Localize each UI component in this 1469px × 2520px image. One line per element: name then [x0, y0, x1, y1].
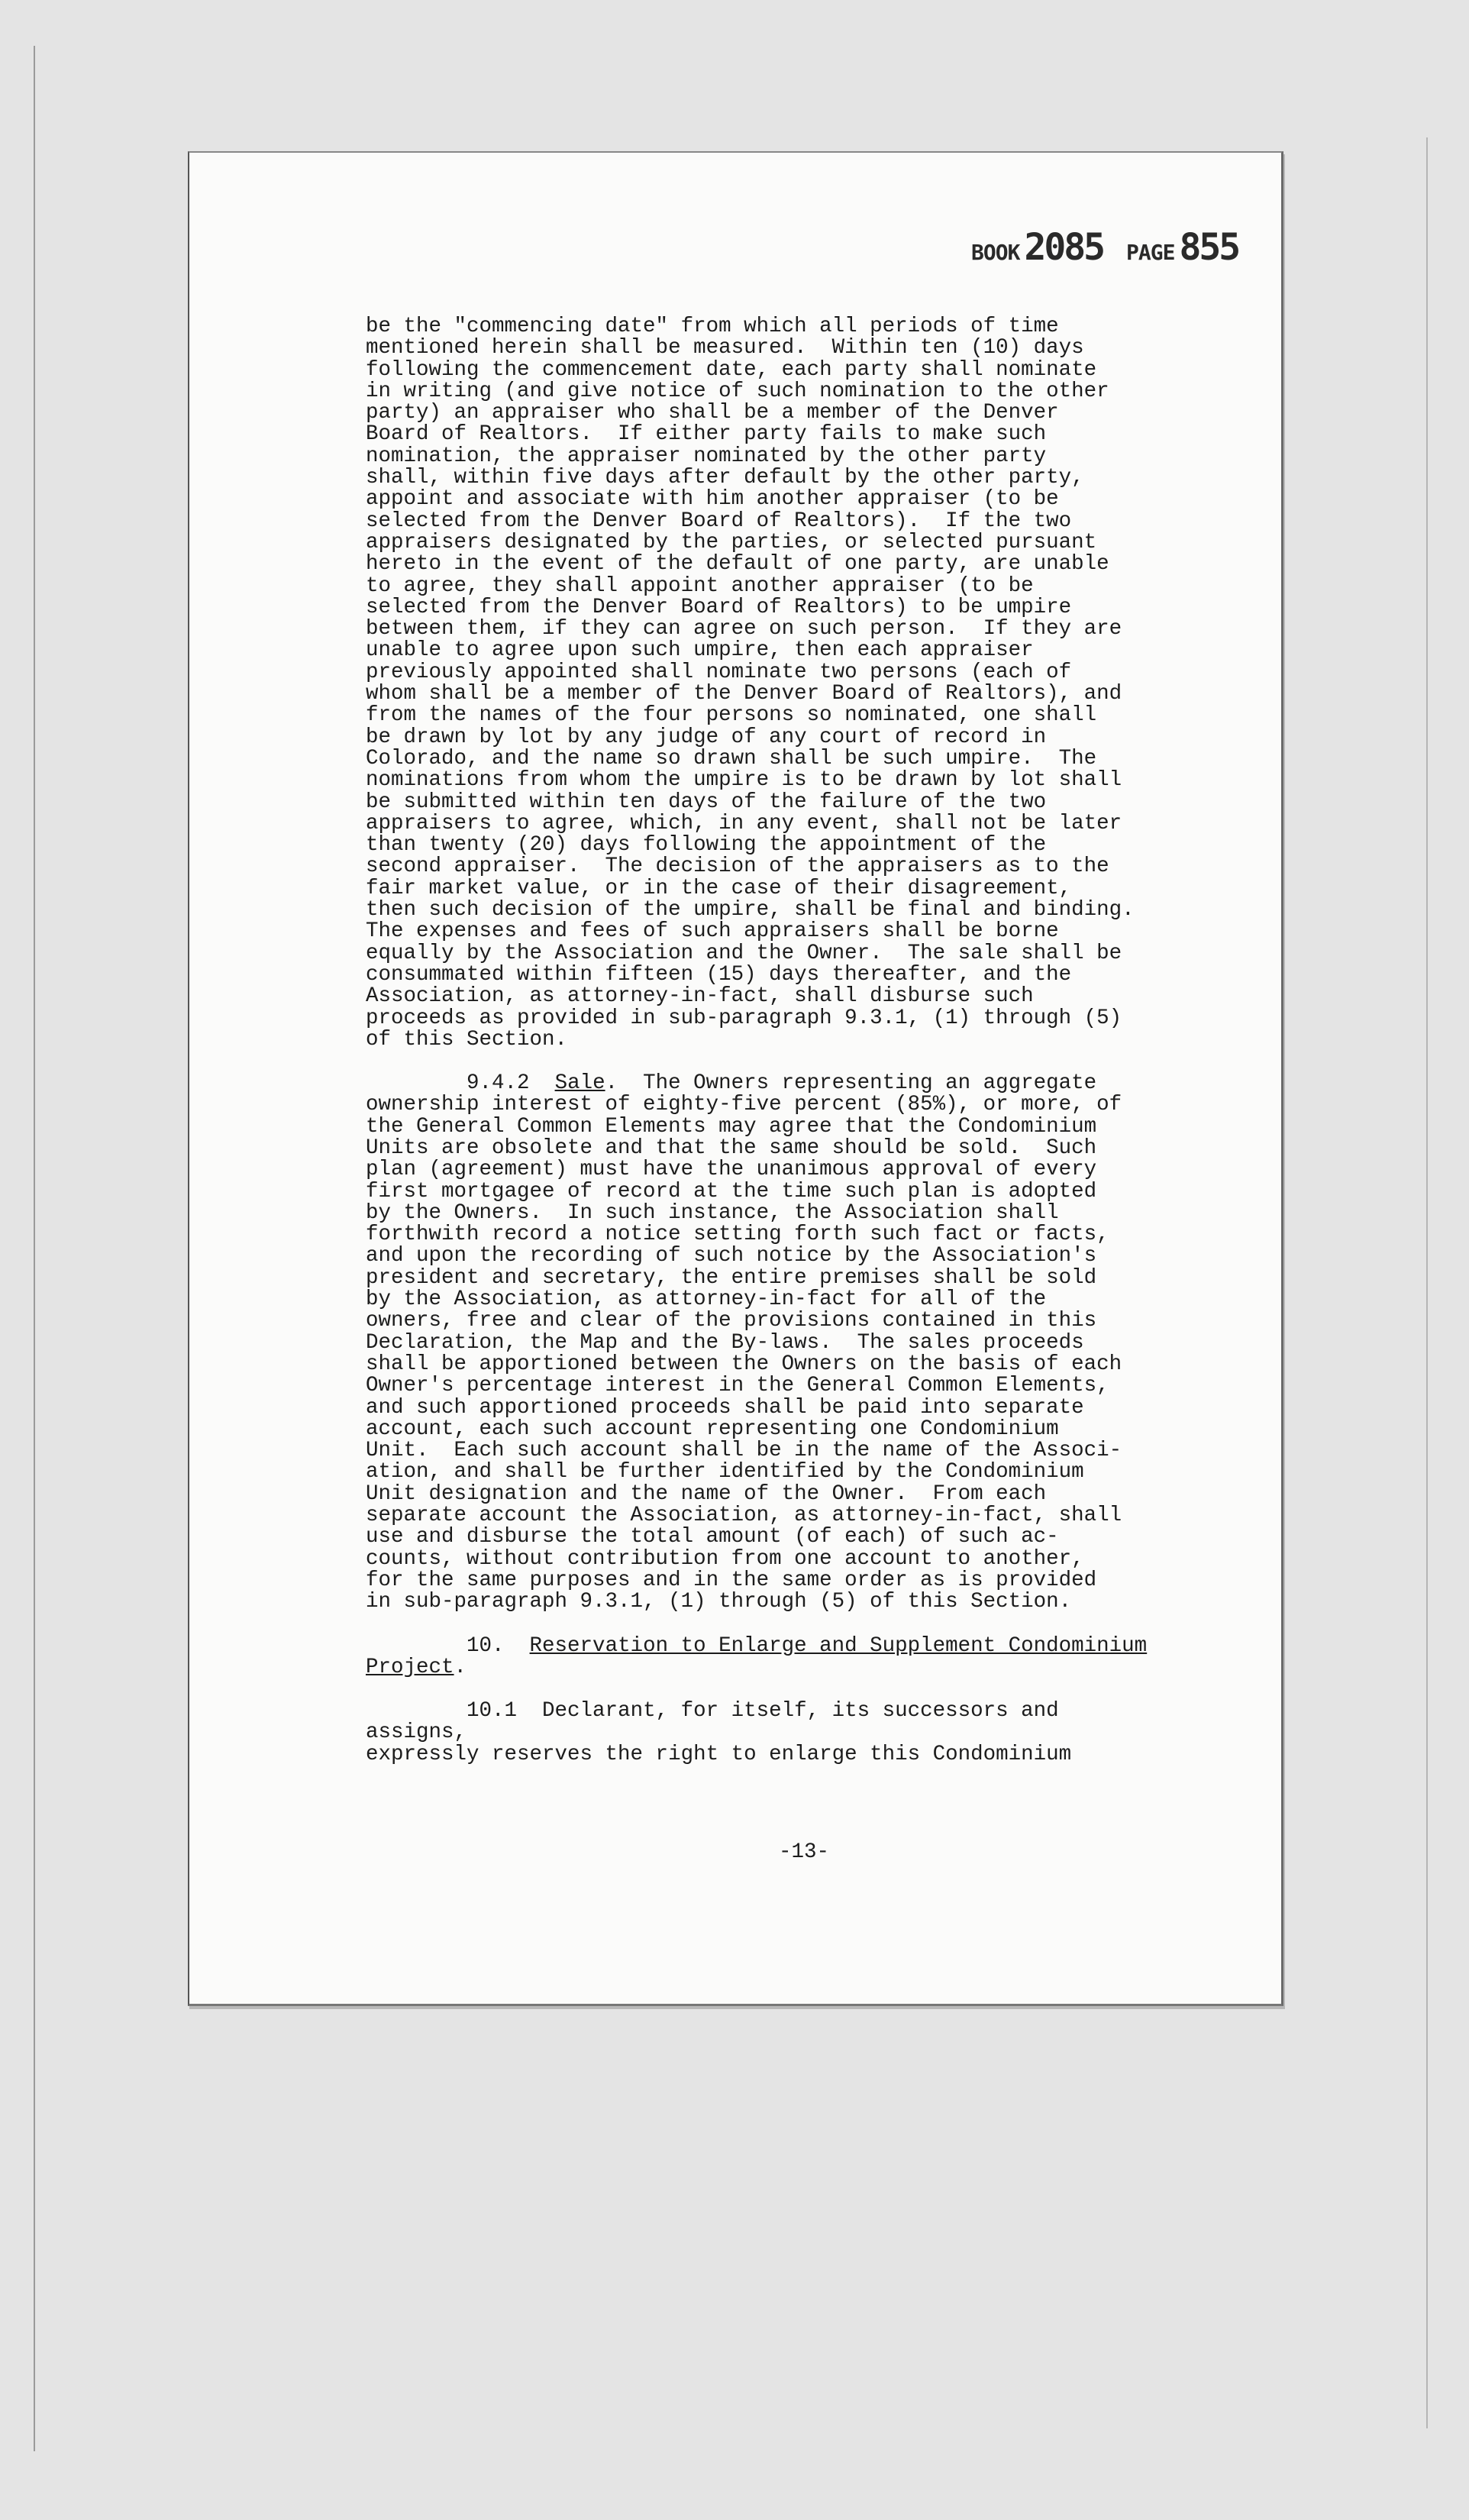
- text-line: selected from the Denver Board of Realtors) to be umpire: [366, 595, 1072, 619]
- text-line: of this Section.: [366, 1027, 568, 1052]
- text-line: Owner's percentage interest in the General Common Elements,: [366, 1374, 1109, 1398]
- text-line: selected from the Denver Board of Realtors). If the two: [366, 509, 1072, 533]
- text-line: Declaration, the Map and the By-laws. The sales proceeds: [366, 1330, 1084, 1355]
- text-line: president and secretary, the entire premises shall be sold: [366, 1265, 1097, 1290]
- text-line: than twenty (20) days following the appointment of the: [366, 833, 1047, 858]
- text-line: counts, without contribution from one account to another,: [366, 1546, 1084, 1571]
- text-line: in sub-paragraph 9.3.1, (1) through (5) of this Section.: [366, 1590, 1072, 1614]
- paragraph-9-4-2-sale: [366, 1073, 1167, 1613]
- scan-edge-right: [1426, 137, 1428, 2428]
- text-line: in writing (and give notice of such nomination to the other: [366, 379, 1109, 403]
- text-line: between them, if they can agree on such person. If they are: [366, 617, 1122, 641]
- text-line: The expenses and fees of such appraisers shall be borne: [366, 919, 1059, 944]
- text-line: whom shall be a member of the Denver Board of Realtors), and: [366, 682, 1122, 706]
- text-line: appraisers designated by the parties, or selected pursuant: [366, 530, 1097, 554]
- text-line: account, each such account representing one Condominium: [366, 1417, 1059, 1441]
- text-line: the General Common Elements may agree that the Condominium: [366, 1114, 1097, 1139]
- text-line: consummated within fifteen (15) days thereafter, and the: [366, 962, 1072, 987]
- text-line: 10.1 Declarant, for itself, its successors and assigns,: [366, 1699, 1072, 1745]
- section-heading-10-cont: Project: [366, 1655, 454, 1679]
- text-line: by the Association, as attorney-in-fact for all of the: [366, 1287, 1047, 1312]
- text-line: equally by the Association and the Owner. The sale shall be: [366, 941, 1122, 965]
- text-line: be drawn by lot by any judge of any court of record in: [366, 725, 1047, 749]
- text-line: Board of Realtors. If either party fails to make such: [366, 422, 1047, 447]
- text-line: separate account the Association, as attorney-in-fact, shall: [366, 1504, 1122, 1528]
- text-line: nominations from whom the umpire is to be drawn by lot shall: [366, 768, 1122, 793]
- text-line: owners, free and clear of the provisions contained in this: [366, 1309, 1097, 1333]
- text-line: expressly reserves the right to enlarge this Condominium: [366, 1742, 1072, 1766]
- page-number: -13-: [779, 1840, 830, 1864]
- book-page-reference: [971, 226, 1238, 269]
- text-line: ation, and shall be further identified by the Condominium: [366, 1460, 1084, 1485]
- text-line: Unit. Each such account shall be in the name of the Associ-: [366, 1439, 1122, 1463]
- text-line: 9.4.2 Sale. The Owners representing an aggregate: [366, 1071, 1097, 1096]
- text-line: mentioned herein shall be measured. Within ten (10) days: [366, 336, 1084, 360]
- text-line: from the names of the four persons so nominated, one shall: [366, 703, 1097, 728]
- text-line: Association, as attorney-in-fact, shall disburse such: [366, 984, 1034, 1009]
- text-line: and such apportioned proceeds shall be paid into separate: [366, 1395, 1084, 1420]
- text-line: fair market value, or in the case of their disagreement,: [366, 876, 1072, 900]
- paragraph-10-1: [366, 1701, 1167, 1766]
- scan-edge-left: [34, 46, 35, 2451]
- text-line: then such decision of the umpire, shall be final and binding.: [366, 898, 1135, 922]
- text-line: be submitted within ten days of the failure of the two: [366, 790, 1047, 814]
- text-line: following the commencement date, each party shall nominate: [366, 357, 1097, 382]
- text-line: appoint and associate with him another appraiser (to be: [366, 487, 1059, 512]
- book-label: BOOK: [971, 240, 1020, 265]
- document-body: [366, 316, 1167, 1766]
- text-line: be the "commencing date" from which all periods of time: [366, 315, 1059, 338]
- text-line: shall be apportioned between the Owners on the basis of each: [366, 1352, 1122, 1376]
- text-line: for the same purposes and in the same order as is provided: [366, 1568, 1097, 1592]
- text-line: plan (agreement) must have the unanimous approval of every: [366, 1158, 1097, 1182]
- paragraph-appraisal-procedure: [366, 316, 1167, 1051]
- text-line: party) an appraiser who shall be a member of the Denver: [366, 401, 1059, 425]
- text-line: unable to agree upon such umpire, then each appraiser: [366, 638, 1034, 663]
- text-line: Unit designation and the name of the Owner. From each: [366, 1481, 1047, 1506]
- page-label: PAGE: [1126, 240, 1175, 265]
- text-line: second appraiser. The decision of the appraisers as to the: [366, 855, 1109, 879]
- book-number: 2085: [1024, 226, 1104, 269]
- text-line: first mortgagee of record at the time such plan is adopted: [366, 1179, 1097, 1203]
- text-line: use and disburse the total amount (of each) of such ac-: [366, 1525, 1059, 1549]
- text-line: and upon the recording of such notice by the Association's: [366, 1244, 1097, 1268]
- text-line: Colorado, and the name so drawn shall be such umpire. The: [366, 746, 1097, 771]
- text-line: nomination, the appraiser nominated by the other party: [366, 444, 1047, 468]
- text-line: hereto in the event of the default of one party, are unable: [366, 552, 1109, 577]
- section-heading-sale: Sale: [554, 1071, 605, 1096]
- text-line: previously appointed shall nominate two persons (each of: [366, 660, 1072, 684]
- text-line: appraisers to agree, which, in any event, shall not be later: [366, 811, 1122, 835]
- text-line: by the Owners. In such instance, the Association shall: [366, 1200, 1059, 1225]
- text-line: proceeds as provided in sub-paragraph 9.3.1, (1) through (5): [366, 1006, 1122, 1030]
- paragraph-10-heading: 10. Reservation to Enlarge and Supplement Condominium Project.: [366, 1633, 1148, 1679]
- text-line: ownership interest of eighty-five percent (85%), or more, of: [366, 1093, 1122, 1117]
- page-ref-number: 855: [1179, 226, 1239, 269]
- text-line: to agree, they shall appoint another appraiser (to be: [366, 573, 1034, 598]
- text-line: Units are obsolete and that the same should be sold. Such: [366, 1136, 1097, 1160]
- text-line: shall, within five days after default by the other party,: [366, 466, 1084, 490]
- section-heading-10: Reservation to Enlarge and Supplement Condominium: [529, 1633, 1148, 1658]
- text-line: forthwith record a notice setting forth such fact or facts,: [366, 1223, 1109, 1247]
